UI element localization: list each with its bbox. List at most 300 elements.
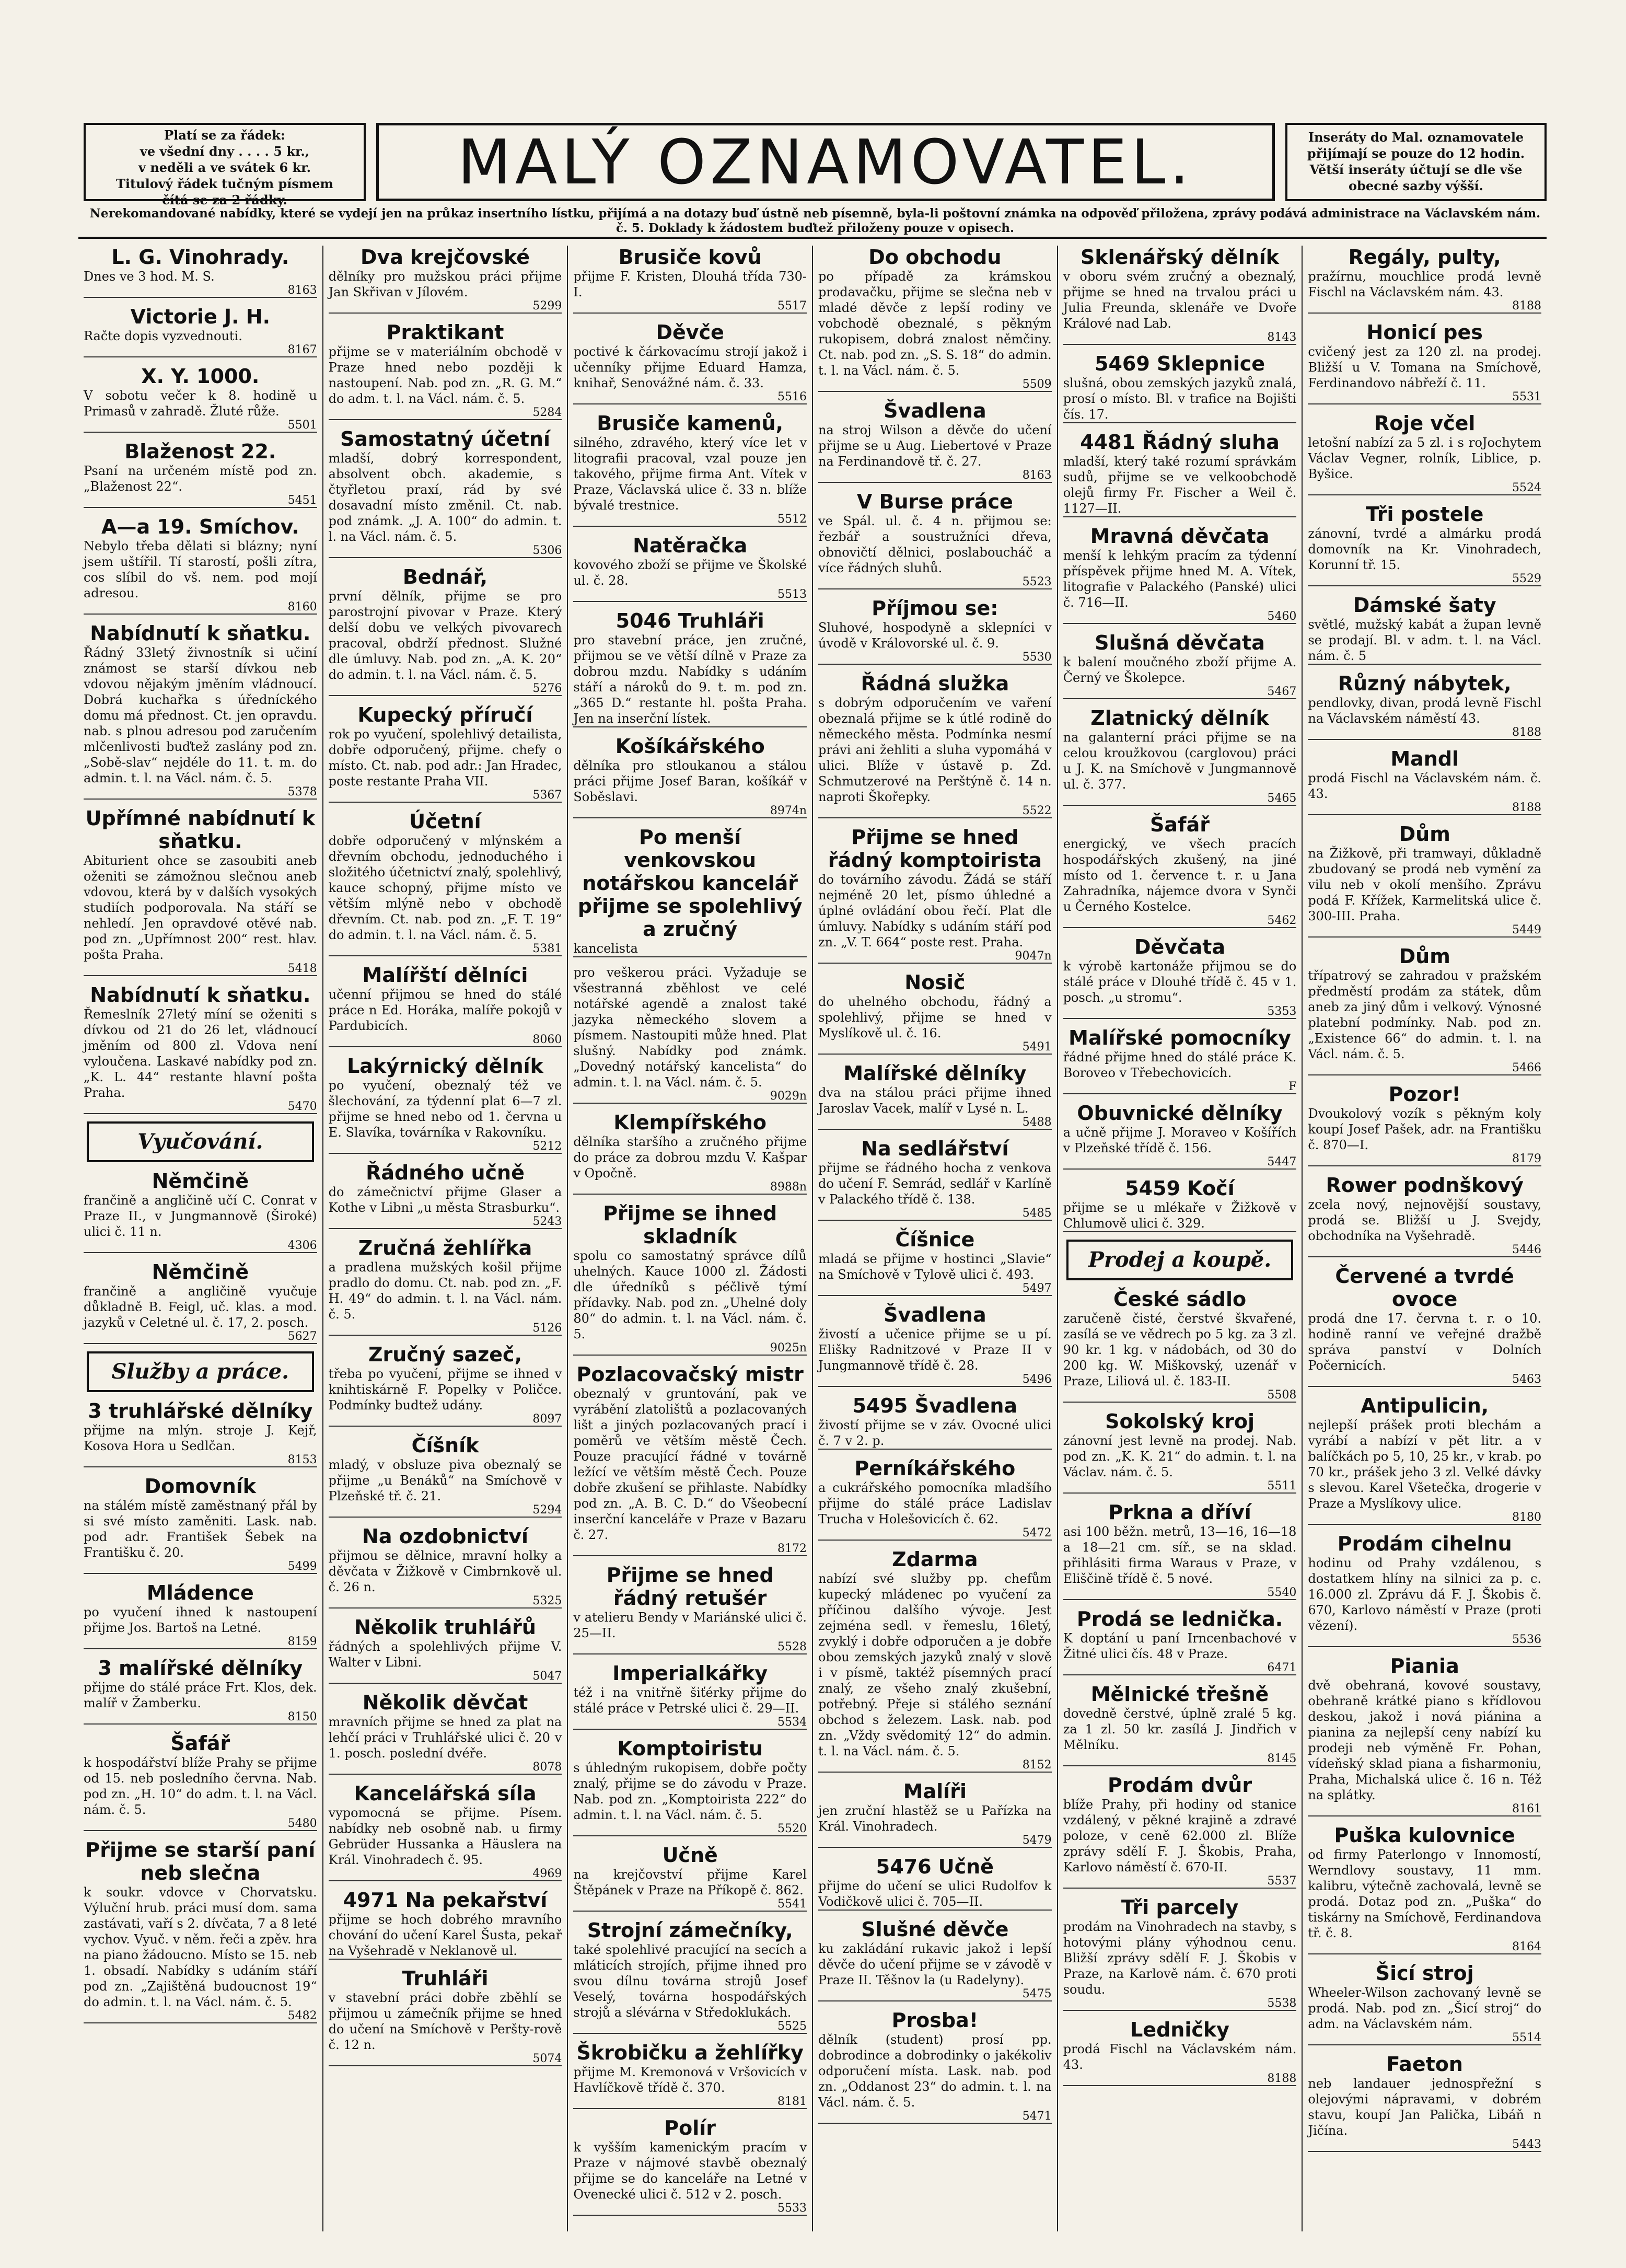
ad-text: obeznalý v gruntování, pak ve vyrábění zlatolištů a pozlacovaných lišt a jiných pozlacovaných prací i poměrů ve větším městě Čech. Pouze pracující řádné v továrně ležící ve větším městě Čech. Pouze dobře zkušení se přihlaste. Nabídky pod zn. „A. B. C. D.“ do Všeobecní inserční kanceláře v Praze v Bazaru č. 27. (573, 1386, 807, 1542)
ad-text: V sobotu večer k 8. hodině u Primasů v zahradě. Žluté růže. (84, 388, 317, 419)
ad-text: prodám na Vinohradech na stavby, s hotovými plány výhodnou cenu. Bližší zprávy sdělí F. J. Škobis v Praze, na Karlově nám. č. 670 proti soudu. (1063, 1919, 1297, 1997)
ad-text: přijme F. Kristen, Dlouhá třída 730-I. (573, 269, 807, 299)
ad-title: Sokolský kroj (1105, 1410, 1255, 1433)
classified-ad (1063, 1026, 1297, 1094)
ad-text: k hospodářství blíže Prahy se přijme od 15. neb posledního června. Nab. pod zn. „H. 10“ do adm. t. l. na Václ. nám. č. 5. (84, 1755, 317, 1817)
price-box (84, 123, 366, 207)
classified-ad (329, 1889, 562, 1960)
ad-number: 5325 (329, 1595, 562, 1609)
classified-ad (84, 1170, 317, 1253)
ad-text: s úhledným rukopisem, dobře počty znalý, přijme se do závodu v Praze. Nab. pod zn. „Komptoirista 222“ do admin. t. l. na Václ. nám. č. 5. (573, 1761, 807, 1822)
classified-ad (818, 971, 1052, 1055)
ad-number: 8167 (84, 344, 317, 357)
classified-ad (1308, 1532, 1541, 1647)
classified-ad (1063, 707, 1297, 806)
ad-number: 5480 (84, 1818, 317, 1831)
ad-number: 8188 (1308, 300, 1541, 314)
ad-number: 5540 (1063, 1587, 1297, 1600)
ad-title: Puška kulovnice (1334, 1824, 1515, 1847)
ad-title: Komptoiristu (617, 1737, 763, 1760)
classified-ad (818, 826, 1052, 964)
ad-title: Upřímné nabídnutí k sňatku. (85, 807, 316, 853)
ad-text: silného, zdravého, který více let v litografii pracoval, vzal pouze jen takového, přijme firma Ant. Vítek v Praze, Václavská ulice č. 33 n. blíže bývalé trestnice. (573, 435, 807, 513)
classified-ad (1063, 631, 1297, 699)
ad-title: A—a 19. Smíchov. (101, 515, 299, 538)
ad-number: 5446 (1308, 1244, 1541, 1257)
ad-text: přijme se u mlékaře v Žižkově v Chlumově ulici č. 329. (1063, 1200, 1297, 1231)
classified-ad (818, 490, 1052, 589)
ad-text: přijme se hoch dobrého mravního chování do učení Karel Šusta, pekař na Vyšehradě v Neklanově ul. (328, 1912, 562, 1958)
classified-ad (329, 810, 562, 956)
classified-ad (329, 321, 562, 420)
classified-ad (1308, 1394, 1541, 1525)
classified-ad (1063, 2018, 1297, 2086)
ad-text: přijme na mlýn. stroje J. Kejř, Kosova Hora u Sedlčan. (84, 1423, 317, 1453)
ad-number: 5479 (818, 1834, 1052, 1848)
classified-ad (1308, 412, 1541, 495)
classified-ad (1308, 1654, 1541, 1816)
classified-ad (84, 246, 317, 298)
ad-text: pražírnu, mouchlice prodá levně Fischl na Václavském nám. 43. (1308, 269, 1542, 299)
ad-column (1303, 246, 1547, 2231)
classified-ad (329, 964, 562, 1047)
ad-title: Obuvnické dělníky (1077, 1102, 1283, 1125)
ad-number: 5511 (1063, 1480, 1297, 1494)
ad-title: 5046 Truhláři (615, 609, 764, 632)
ad-title: Červené a tvrdé ovoce (1335, 1265, 1514, 1311)
classified-ad (1308, 594, 1541, 665)
ad-title: Přijme se hned řádný komptoirista (828, 826, 1042, 872)
ad-text: na galanterní práci přijme se na celou kroužkovou (carglovou) práci u J. K. na Smíchově v Jungmannově ul. č. 377. (1063, 730, 1297, 792)
ad-title: Kancelářská síla (354, 1782, 537, 1805)
insertion-info-box (1285, 123, 1547, 201)
ad-number: 8974n (573, 805, 807, 818)
ad-column (78, 246, 323, 2231)
section-heading: Prodej a koupě. (1066, 1240, 1294, 1280)
ad-title: 5495 Švadlena (852, 1394, 1018, 1417)
classified-ad (1063, 1607, 1297, 1675)
classified-ad (84, 440, 317, 508)
ad-text: Řádný 33letý živnostník si učiní známost se starší dívkou neb vdovou nějakým jměním vládnoucí. Dobrá kuchařka s úředníckého domu má přednost. Ct. jen opravdu. nab. s plnou adresou pod zaručením mlčenlivosti buďtež zaslány pod zn. „Sobě-slav“ nejdéle do 11. t. m. do admin. t. l. na Václ. nám. č. 5. (84, 645, 317, 785)
ad-number (1063, 516, 1297, 517)
ad-number: 5447 (1063, 1156, 1297, 1170)
classified-ad (84, 1399, 317, 1467)
ad-text: spolu co samostatný správce dílů uhelných. Kauce 1000 zl. Žádosti dle úředníků s péčlivě týmí přídavky. Nab. pod zn. „Uhelné doly 80“ do admin. t. l. na Václ. nám. č. 5. (573, 1248, 807, 1341)
ad-text: v atelieru Bendy v Mariánské ulici č. 25—II. (573, 1610, 807, 1640)
classified-ad (1063, 525, 1297, 624)
ad-text: přijme M. Kremonová v Vršovicích v Havlíčkově třídě č. 370. (573, 2065, 807, 2095)
classified-ad (818, 1303, 1052, 1387)
ad-title: Brusiče kovů (618, 246, 762, 269)
ad-number (573, 726, 807, 727)
ad-number: 4969 (329, 1868, 562, 1881)
ad-number: 5514 (1308, 2032, 1541, 2045)
ad-number: 8163 (818, 469, 1052, 483)
ad-title: Nabídnutí k sňatku. (90, 983, 311, 1006)
ad-title: Na sedlářství (861, 1137, 1009, 1160)
ad-number: 5528 (573, 1641, 807, 1654)
ad-title: Mravná děvčata (1090, 525, 1270, 548)
ad-title: Piania (1390, 1654, 1459, 1677)
ad-number: 5627 (84, 1330, 317, 1344)
ad-number (818, 1449, 1052, 1450)
ad-title: Mládence (146, 1581, 254, 1604)
ad-text: a pradlena mužských košil přijme pradlo do domu. Ct. nab. pod zn. „F. H. 49“ do admin. t. l. na Václ. nám. č. 5. (328, 1260, 562, 1322)
ad-title: Pozlacovačský mistr (576, 1363, 804, 1386)
ad-text: do uhelného obchodu, řádný a spolehlivý, přijme se hned v Myslíkově ul. č. 16. (818, 994, 1052, 1040)
classified-ad (329, 246, 562, 314)
ad-number: 5299 (329, 300, 562, 314)
ad-text: řádné přijme hned do stálé práce K. Boroveo v Třebechovicích. (1063, 1050, 1297, 1080)
ad-number: 8152 (818, 1759, 1052, 1773)
classified-ad (573, 1919, 807, 2034)
classified-ad (84, 1475, 317, 1574)
classified-ad (1063, 246, 1297, 345)
ad-title: Malířské dělníky (843, 1062, 1027, 1085)
ad-title: Učně (662, 1844, 718, 1867)
ad-text: menší k lehkým pracím za týdenní příspěvek přijme hned M. A. Vítek, litografie v Palackého (Panské) ulici č. 716—II. (1063, 548, 1297, 610)
ad-title: Přijme se hned řádný retušér (606, 1564, 774, 1610)
classified-ad (329, 1236, 562, 1336)
ad-number: 5536 (1308, 1634, 1541, 1647)
ad-title: 5459 Kočí (1125, 1177, 1235, 1200)
classified-ad (329, 1616, 562, 1684)
ad-title: 4481 Řádný sluha (1080, 431, 1280, 454)
classified-ad (573, 1111, 807, 1195)
ad-text: po vyučení ihned k nastoupení přijme Jos. Bartoš na Letné. (84, 1605, 317, 1635)
classified-ad (1308, 1265, 1541, 1387)
ad-number: 5530 (818, 651, 1052, 665)
ad-text: do továrního závodu. Žádá se stáří nejméně 20 let, písmo úhledné a úplné ovládání obou řečí. Plat dle úmluvy. Nabídky s udáním stáří pod zn. „V. T. 664“ poste rest. Praha. (818, 872, 1052, 950)
insertion-info-line: obecné sazby výšší. (1349, 178, 1483, 193)
ad-title: Perníkářského (854, 1457, 1016, 1480)
ad-title: Šafář (1150, 813, 1210, 836)
classified-ad (573, 965, 807, 1104)
ad-text: Abiturient ohce se zasoubiti aneb oženiti se zámožnou slečnou aneb vdovou, která by v dalších vysokých studiích podporovala. Na stáří se nehledí. Jen opravdové otěvé nab. pod zn. „Upřímnost 200“ rest. hlav. pošta Praha. (84, 853, 317, 962)
ad-number: 5443 (1308, 2138, 1541, 2152)
classified-ad (573, 1202, 807, 1356)
ad-title: Nosič (904, 971, 966, 994)
ad-text: k vyšším kamenickým pracím v Praze v nájmové stavbě obeznalý přijme se do kanceláře na Letné v Ovenecké ulici č. 512 v 2. posch. (573, 2140, 807, 2202)
classified-ad (84, 983, 317, 1114)
ad-number: 5284 (329, 407, 562, 420)
ad-text: po vyučení, obeznalý též ve šlechování, za týdenní plat 6—7 zl. přijme se hned nebo od 1. června u E. Slavíka, továrníka v Rakovníku. (328, 1078, 562, 1140)
ad-number: 5243 (329, 1216, 562, 1229)
insertion-info-line: přijímají se pouze do 12 hodin. (1307, 146, 1525, 161)
ad-title: Zdarma (892, 1548, 978, 1571)
classified-ad (329, 1782, 562, 1881)
ad-text: prodá Fischl na Václavském nám. 43. (1063, 2042, 1297, 2072)
classified-ad (1308, 321, 1541, 404)
ad-text: živostí přijme se v záv. Ovocné ulici č. 7 v 2. p. (818, 1418, 1052, 1448)
ad-number: 5491 (818, 1041, 1052, 1055)
classified-ad (818, 1918, 1052, 2001)
ad-text: a cukrářského pomocníka mladšího přijme do stálé práce Ladislav Trucha v Holešovicích č. 62. (818, 1480, 1052, 1526)
ad-title: Číšník (411, 1434, 479, 1457)
ad-text: pro veškerou práci. Vyžaduje se všestranná zběhlost ve celé notářské agendě a znalost také jazyka německého slovem a písmem. Nastoupiti může hned. Plat slušný. Nabídky pod známk. „Dovedný notářský kancelista“ do admin. t. l. na Václ. nám. č. 5. (573, 965, 807, 1090)
ad-title: Imperialkářky (612, 1662, 768, 1685)
classified-ad (818, 1780, 1052, 1848)
ad-title: L. G. Vinohrady. (111, 246, 289, 269)
classified-ad (573, 2116, 807, 2216)
classified-ad (1063, 1896, 1297, 2011)
ad-title: Do obchodu (868, 246, 1002, 269)
ad-title: Přijme se ihned skladník (603, 1202, 777, 1248)
classified-ad (573, 1564, 807, 1654)
ad-title: Různý nábytek, (1338, 672, 1512, 695)
ad-title: Němčině (152, 1260, 249, 1283)
ad-title: 4971 Na pekařství (343, 1889, 548, 1912)
ad-title: Malířské pomocníky (1068, 1026, 1291, 1049)
ad-number: 5460 (1063, 610, 1297, 624)
ad-text: frančině a angličině vyučuje důkladně B. Feigl, uč. klas. a mod. jazyků v Celetné ul. č. 17, 2. posch. (84, 1284, 317, 1330)
page-title: MALÝ OZNAMOVATEL. (376, 123, 1275, 201)
ad-text: blíže Prahy, při hodiny od stanice vzdálený, v pěkné krajině a zdravé poloze, v ceně 62.000 zl. Blíže zprávy sdělí F. J. Škobis, Praha, Karlovo náměstí č. 670-II. (1063, 1797, 1297, 1874)
ad-text: hodinu od Prahy vzdálenou, s dostatkem hlíny na silnici za p. c. 16.000 zl. Zprávu dá F. J. Škobis č. 670, Karlovo náměstí v Praze (proti vězení). (1308, 1556, 1542, 1633)
ad-title: Řádného učně (366, 1161, 525, 1184)
classified-ad (573, 826, 807, 957)
ad-text: s dobrým odporučením ve vaření obeznalá přijme se k útlé rodině do německého města. Podmínka nesmí právi ani žehliti a sluha vypomáhá v ulici. Blíže v ústavě p. Zd. Schmutzerové na Perštýně č. 14 n. naproti Škořepky. (818, 696, 1052, 804)
classified-ad (329, 565, 562, 696)
classified-ad (1063, 1177, 1297, 1232)
ad-title: Několik truhlářů (354, 1616, 536, 1639)
ad-text: poctivé k čárkovacímu strojí jakož i učenníky přijme Eduard Hamza, knihař, Senovážné nám. č. 33. (573, 344, 807, 390)
price-line: v neděli a ve svátek 6 kr. (138, 160, 311, 175)
ad-text: mladý, v obsluze piva obeznalý se přijme „u Benáků“ na Smíchově v Plzeňské tř. č. 21. (328, 1457, 562, 1503)
ad-title: Dům (1399, 823, 1450, 846)
ad-text: a učně přijme J. Moraveo v Košířích v Plzeňské třídě č. 156. (1063, 1125, 1297, 1155)
classified-ad (573, 609, 807, 727)
section-heading: Služby a práce. (87, 1351, 314, 1392)
ad-text: dělníka pro stloukanou a stálou práci přijme Josef Baran, košíkář v Soběslavi. (573, 758, 807, 804)
ad-number: 8172 (573, 1543, 807, 1556)
ad-number: 5276 (329, 682, 562, 696)
ad-number: 5471 (818, 2110, 1052, 2124)
ad-number: 5541 (573, 1898, 807, 1912)
ad-number (573, 956, 807, 957)
ad-title: Na ozdobnictví (362, 1525, 528, 1548)
ad-title: Brusiče kamenů, (597, 412, 784, 435)
ad-text: neb landauer jednospřežní s olejovými nápravami, v dobrém stavu, koupí Jan Palička, Libáň n Jičína. (1308, 2076, 1542, 2138)
ad-title: Škrobičku a žehlířky (576, 2041, 804, 2064)
classified-ad (84, 305, 317, 357)
ad-column (1058, 246, 1303, 2231)
ad-number: 5306 (329, 545, 562, 558)
ad-text: Nebylo třeba dělati si blázny; nyní jsem uštířil. Tí starostí, pošli zítra, cos slíbil do vš. nem. pod mojí adresou. (84, 539, 317, 600)
insertion-info-line: Inseráty do Mal. oznamovatele (1308, 130, 1524, 145)
ad-title: Polír (664, 2116, 716, 2139)
ad-text: do zámečnictví přijme Glaser a Kothe v Libni „u města Strasburku“. (328, 1185, 562, 1215)
ad-number: 6471 (1063, 1662, 1297, 1675)
ad-title: Přijme se starší paní neb slečna (85, 1838, 316, 1884)
ad-title: Prodám dvůr (1107, 1774, 1252, 1797)
ad-text: dělník (student) prosí pp. dobrodince a dobrodinky o jakékoliv odporučení místa. Lask. nab. pod zn. „Oddanost 23“ do admin. t. l. na Václ. nám. č. 5. (818, 2032, 1052, 2110)
header-note: Nerekomandované nabídky, které se vydejí jen na průkaz insertního lístku, přijímá a na dotazy buď ústně neb písemně, byla-li poštovní známka na odpověď přiložena, zprávy podává administrace na Václavském nám. č. 5. Doklady k žádostem buďtež přiloženy pouze v opisech. (89, 206, 1541, 235)
classified-ad (1063, 813, 1297, 928)
ad-number: 9029n (573, 1090, 807, 1104)
ad-title: Po menší venkovskou notářskou kancelář přijme se spolehlivý a zručný (577, 826, 803, 941)
classified-ad (329, 1434, 562, 1518)
classified-ad (818, 672, 1052, 818)
classified-ad (84, 515, 317, 615)
ad-text: Řemeslník 27letý míní se oženiti s dívkou od 21 do 26 let, vládnoucí jměním od 800 zl. Vdova není vyloučena. Laskavé nabídky pod zn. „K. L. 44“ restante hlavní pošta Praha. (84, 1007, 317, 1100)
ad-title: Regály, pulty, (1348, 246, 1501, 269)
classified-ad (818, 1062, 1052, 1130)
ad-text: mladší, který také rozumí správkám sudů, přijme se ve velkoobchodě olejů firmy Fr. Fischer a Weil č. 1127—II. (1063, 454, 1297, 516)
ad-number: 5520 (573, 1823, 807, 1836)
ad-title: Šafář (170, 1732, 230, 1755)
classified-ad (1063, 431, 1297, 517)
ad-number: 8988n (573, 1181, 807, 1195)
ad-number: 5047 (329, 1670, 562, 1684)
ad-title: Němčině (152, 1170, 249, 1193)
classified-ad (818, 1137, 1052, 1221)
ad-number: 5517 (573, 300, 807, 314)
ad-text: mravních přijme se hned za plat na lehčí práci v Truhlářské ulici č. 20 v 1. posch. poslední dvéře. (328, 1715, 562, 1761)
ad-text: zánovní, tvrdé a almárku prodá domovník na Kr. Vinohradech, Korunní tř. 15. (1308, 526, 1542, 572)
ad-text: živostí a učenice přijme se u pí. Elišky Radnitzové v Praze II v Jungmannově třídě č. 28. (818, 1327, 1052, 1373)
ad-title: Sklenářský dělník (1080, 246, 1280, 269)
masthead (78, 118, 1547, 235)
ad-text: Psaní na určeném místě pod zn. „Blaženost 22“. (84, 464, 317, 494)
ad-number: 8188 (1063, 2073, 1297, 2086)
ad-title: Dům (1399, 945, 1450, 968)
classified-ad (84, 1260, 317, 1344)
ad-text: přijme se řádného hocha z venkova do učení F. Semrád, sedlář v Karlíně v Palackého třídě č. 138. (818, 1161, 1052, 1207)
classified-ad (84, 807, 317, 976)
classified-ad (573, 735, 807, 818)
ad-text: Dnes ve 3 hod. M. S. (84, 269, 215, 284)
ad-text: přijmou se dělnice, mravní holky a děvčata v Žižkově v Cimbrnkově ul. č. 26 n. (328, 1548, 562, 1594)
ad-number: 5525 (573, 2020, 807, 2034)
ad-text: v oboru svém zručný a obeznalý, přijme se hned na trvalou práci u Julia Freunda, sklenáře ve Dvoře Králové nad Lab. (1063, 269, 1297, 331)
ad-text: frančině a angličině učí C. Conrat v Praze II., v Jungmannově (Široké) ulici č. 11 n. (84, 1193, 317, 1239)
ad-title: Řádná služka (861, 672, 1009, 695)
ad-text: vypomocná se přijme. Písem. nabídky neb osobně nab. u firmy Gebrüder Hussanka a Häuslera na Král. Vinohradech č. 95. (328, 1806, 562, 1867)
ad-title: Zručná žehlířka (358, 1236, 532, 1259)
ad-number: 8188 (1308, 726, 1541, 740)
ad-title: Pozor! (1388, 1083, 1461, 1106)
ad-title: Švadlena (884, 1303, 986, 1326)
ad-number: 8180 (1308, 1511, 1541, 1525)
ad-title: Košíkářského (615, 735, 765, 758)
ad-text: jen zruční hlastěž se u Pařízka na Král. Vinohradech. (818, 1803, 1052, 1834)
ad-text: Račte dopis vyzvednouti. (84, 329, 242, 343)
ad-number: 5488 (818, 1116, 1052, 1130)
classified-ad (84, 622, 317, 800)
ad-text: po případě za krámskou prodavačku, přijme se slečna neb v mladé děvče z lepší rodiny ve vobchodě obeznalé, s pěkným rukopisem, dobrá znalost němčiny. Ct. nab. pod zn. „S. S. 18“ do admin. t. l. na Václ. nám. č. 5. (818, 269, 1052, 378)
classified-ad (329, 1161, 562, 1229)
ad-number: 5523 (818, 576, 1052, 589)
ad-text: energický, ve všech pracích hospodářských zkušený, na jiné místo od 1. července t. r. u Jana Zahradníka, nájemce dvora v Synči u Černého Kostelce. (1063, 837, 1297, 914)
classified-ad (329, 1343, 562, 1427)
ad-number: 8163 (84, 284, 317, 298)
ad-title: Antipulicin, (1361, 1394, 1489, 1417)
ad-text: dělníky pro mužskou práci přijme Jan Skřivan v Jílovém. (328, 269, 562, 299)
ad-number: 5522 (818, 805, 1052, 818)
ad-title: Malíři (903, 1780, 967, 1803)
ad-text: v stavební práci dobře zběhlí se přijmou u zámečník přijme se hned do učení na Smíchově v Peršty-rově č. 12 n. (328, 1991, 562, 2052)
ad-number: 5537 (1063, 1875, 1297, 1889)
price-line: ve všední dny . . . . 5 kr., (140, 144, 310, 159)
ad-number: 8145 (1063, 1753, 1297, 1766)
classified-ad (818, 1855, 1052, 1911)
ad-title: České sádlo (1113, 1288, 1247, 1311)
ad-title: Kupecký příručí (357, 703, 533, 726)
ad-number: 5516 (573, 391, 807, 404)
classified-ad (329, 1055, 562, 1154)
ad-text: Dvoukolový vozík s pěkným koly koupí Josef Pašek, adr. na Františku č. 870—I. (1308, 1106, 1542, 1152)
ad-text: ku zakládání rukavic jakož i lepší děvče do učení přijme se v závodě v Praze II. Těšnov la (u Radelyny). (818, 1941, 1052, 1987)
insertion-info-line: Větší inseráty účtují se dle vše (1309, 162, 1523, 177)
ad-number: 5485 (818, 1207, 1052, 1221)
ad-title: V Burse práce (856, 490, 1013, 513)
ad-title: Bednář, (402, 565, 488, 588)
ad-text: Wheeler-Wilson zachovaný levně se prodá. Nab. pod zn. „Šicí stroj“ do adm. na Václavském nám. (1308, 1985, 1542, 2031)
ad-number: 5512 (573, 513, 807, 527)
ad-title: Několik děvčat (362, 1691, 528, 1714)
classified-ad (1308, 672, 1541, 740)
ad-number: 5465 (1063, 792, 1297, 806)
classified-ad (84, 1838, 317, 2023)
ad-number: 5467 (1063, 686, 1297, 699)
ad-text: přijme do stálé práce Frt. Klos, dek. malíř v Žamberku. (84, 1680, 317, 1710)
ad-title: Victorie J. H. (130, 305, 271, 328)
ad-number: 5418 (84, 963, 317, 976)
ad-title: Honicí pes (1366, 321, 1483, 344)
classified-ad (84, 1581, 317, 1649)
ad-column (323, 246, 568, 2231)
ad-number: 5462 (1063, 915, 1297, 928)
ad-number: 5509 (818, 378, 1052, 392)
ad-title: Domovník (144, 1475, 257, 1498)
ad-text: přijme se v materiálním obchodě v Praze hned nebo později k nastoupení. Nab. pod zn. „R. G. M.“ do adm. t. l. na Václ. nám. č. 5. (328, 344, 562, 406)
ad-text: k výrobě kartonáže přijmou se do stálé práce v Dlouhé třídě č. 45 v 1. posch. „u stromu“. (1063, 959, 1297, 1005)
classified-ad (1308, 1962, 1541, 2045)
ad-number (1063, 422, 1297, 423)
ad-text: k balení moučného zboží přijme A. Černý ve Školepce. (1063, 655, 1297, 685)
ad-number: 8164 (1308, 1941, 1541, 1954)
ad-number: 8153 (84, 1454, 317, 1467)
ad-title: 5476 Učně (876, 1855, 994, 1878)
ad-title: Mandl (1390, 747, 1459, 770)
ad-number: 8097 (329, 1413, 562, 1427)
ad-number: 5524 (1308, 482, 1541, 495)
ad-number: 5353 (1063, 1005, 1297, 1019)
ad-text: od firmy Paterlongo v Innomostí, Werndlovy soustavy, 11 mm. kalibru, výtečně zachovalá, levně se prodá. Dotaz pod zn. „Puška“ do tiskárny na Smíchově, Ferdinandova tř. č. 8. (1308, 1847, 1542, 1940)
ad-number: 5463 (1308, 1373, 1541, 1387)
ad-number: 8188 (1308, 802, 1541, 815)
ad-text: pendlovky, divan, prodá levně Fischl na Václavském náměstí 43. (1308, 696, 1542, 726)
ad-text: kovového zboží se přijme ve Školské ul. č. 28. (573, 558, 807, 588)
ad-number: 8179 (1308, 1153, 1541, 1166)
ad-number: 5472 (818, 1527, 1052, 1541)
ad-title: Natěračka (633, 534, 748, 557)
ad-title: Zlatnický dělník (1090, 707, 1269, 730)
ad-text: dobře odporučený v mlýnském a dřevním obchodu, jednoduchého i složitého účetnictví znalý, spolehlivý, kauce schopný, přijme místo ve větším mlýně nebo v obchodě dřevním. Ct. nab. pod zn. „F. T. 19“ do admin. t. l. na Václ. nám. č. 5. (328, 834, 562, 942)
ad-text: dvě obehraná, kovové soustavy, obehraně krátké piano s křídlovou deskou, jakož i nová piánina a pianina za nejlepší ceny nabízí ku prodeji neb výměně Fr. Pohan, vídeňský sklad piana a fisharmoniu, Praha, Michalská ulice č. 16 n. Též na splátky. (1308, 1678, 1542, 1802)
classified-ad (329, 427, 562, 558)
ad-title: Faeton (1386, 2053, 1463, 2076)
classified-ad (329, 1967, 562, 2066)
ad-title: Prodám cihelnu (1337, 1532, 1512, 1555)
section-heading: Vyučování. (87, 1121, 314, 1162)
classified-ad (1063, 935, 1297, 1019)
ad-text: letošní nabízí za 5 zl. i s roJochytem Václav Vegner, rolník, Liblice, p. Byšice. (1308, 435, 1542, 481)
ad-number: 8181 (573, 2096, 807, 2109)
ad-text: též i na vnitřně šiťérky přijme do stálé práce v Petrské ulici č. 29—II. (573, 1685, 807, 1716)
ad-text: ve Spál. ul. č. 4 n. přijmou se: řezbář a soustružníci dřeva, obnovičtí dělnici, poslaboucháč a více řádných sluhů. (818, 514, 1052, 575)
